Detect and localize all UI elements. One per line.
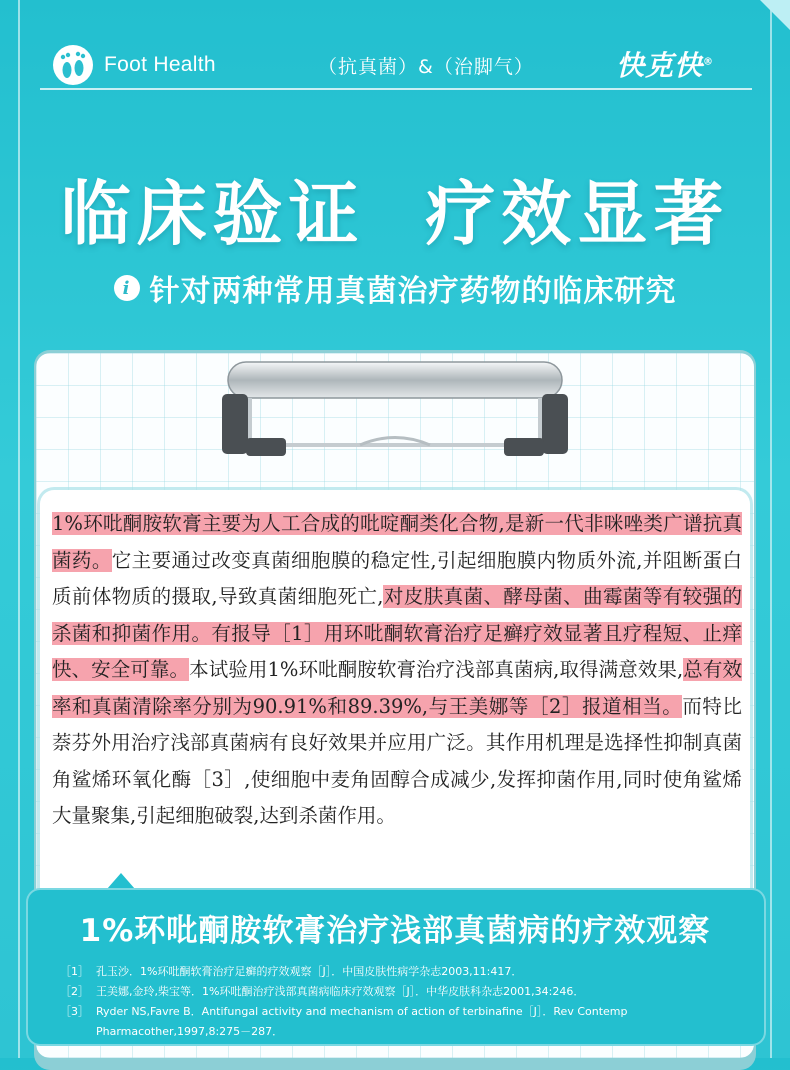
brand bbox=[52, 44, 216, 86]
article-sentence-2: 它主要通过改变真菌细胞膜的稳定性,引起细胞膜内物质外流,并阻断蛋白质前体物质的摄取,导致真菌细胞死亡, bbox=[52, 548, 742, 608]
logo bbox=[616, 44, 714, 84]
banner-title: 1%环吡酮胺软膏治疗浅部真菌病的疗效观察 bbox=[79, 913, 711, 949]
reference-number: ［2］ bbox=[60, 985, 89, 998]
article-sentence-4: 本试验用1%环吡酮胺软膏治疗浅部真菌病,取得满意效果, bbox=[189, 658, 684, 681]
highlight-1: 1%环吡酮胺软膏主要为人工合成的吡啶酮类化合物,是新一代非咪唑类广谱抗真菌药。 bbox=[52, 512, 742, 572]
header-divider bbox=[40, 88, 752, 90]
reference-text: Ryder NS,Favre B．Antifungal activity and mechanism of action of terbinafine［J］．Rev Contemp bbox=[96, 1005, 628, 1018]
reference-item bbox=[60, 982, 760, 1002]
registered-mark: ® bbox=[703, 56, 715, 68]
article-text bbox=[52, 506, 742, 835]
info-icon: i bbox=[114, 275, 140, 301]
subtitle bbox=[0, 266, 790, 310]
header-tagline: （抗真菌）&（治脚气） bbox=[318, 56, 534, 78]
reference-number: ［3］ bbox=[60, 1005, 89, 1018]
reference-item bbox=[60, 1002, 760, 1022]
header bbox=[40, 40, 750, 90]
logo-text: 快克快 bbox=[616, 49, 704, 82]
reference-item bbox=[60, 962, 760, 982]
clipboard-clip-icon bbox=[210, 350, 580, 470]
reference-number: ［1］ bbox=[60, 965, 89, 978]
page-title: 临床验证 疗效显著 bbox=[60, 173, 730, 255]
highlight-3: 总有效率和真菌清除率分别为90.91%和89.39%,与王美娜等［2］报道相当。 bbox=[52, 658, 742, 718]
brand-name: Foot Health bbox=[104, 53, 216, 76]
highlight-2: 对皮肤真菌、酵母菌、曲霉菌等有较强的杀菌和抑菌作用。有报导［1］用环吡酮软膏治疗足癣疗效显著且疗程短、止痒快、安全可靠。 bbox=[52, 585, 742, 681]
subtitle-text: 针对两种常用真菌治疗药物的临床研究 bbox=[149, 274, 677, 309]
reference-continuation: Pharmacother,1997,8:275－287． bbox=[96, 1025, 284, 1038]
reference-text: 孔玉沙．1%环吡酮软膏治疗足癣的疗效观察［J］．中国皮肤性病学杂志2003,11:417． bbox=[96, 965, 523, 978]
references bbox=[60, 962, 760, 1042]
reference-text: 王美娜,金玲,柴宝等．1%环吡酮治疗浅部真菌病临床疗效观察［J］．中华皮肤科杂志2001,34:246． bbox=[96, 985, 585, 998]
article-sentence-6: 而特比萘芬外用治疗浅部真菌病有良好效果并应用广泛。其作用机理是选择性抑制真菌角鲨烯环氧化酶［3］,使细胞中麦角固醇合成减少,发挥抑菌作用,同时使角鲨烯大量聚集,引起细胞破裂,达到杀菌作用。 bbox=[52, 694, 742, 827]
footprint-icon bbox=[52, 44, 94, 86]
banner-pointer bbox=[107, 873, 135, 889]
